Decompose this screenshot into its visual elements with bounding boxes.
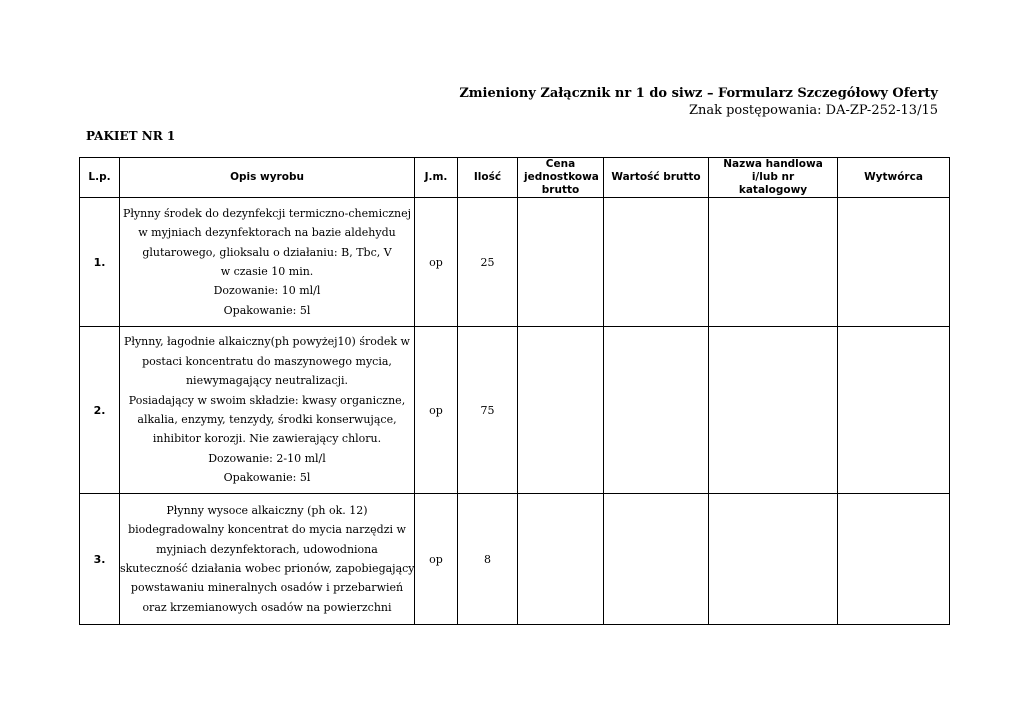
row-number: 1. xyxy=(80,198,120,327)
document-title: Zmieniony Załącznik nr 1 do siwz – Formularz Szczegółowy Oferty xyxy=(459,86,938,101)
description-line: postaci koncentratu do maszynowego mycia, xyxy=(142,354,392,368)
description-line: glutarowego, glioksalu o działaniu: B, Tbc, V xyxy=(142,245,392,259)
description-line: inhibitor korozji. Nie zawierający chloru. xyxy=(152,432,382,446)
unit-cell: op xyxy=(415,494,458,625)
unit-price-cell xyxy=(518,494,604,625)
package-label: PAKIET NR 1 xyxy=(86,129,176,143)
table-row xyxy=(80,198,950,327)
column-header-manufacturer: Wytwórca xyxy=(838,158,950,198)
product-description xyxy=(120,327,415,494)
description-line: biodegradowalny koncentrat do mycia narzędzi w xyxy=(128,523,406,537)
description-line: w myjniach dezynfektorach na bazie aldehydu xyxy=(138,226,396,240)
description-line: w czasie 10 min. xyxy=(220,265,314,278)
unit-cell: op xyxy=(415,198,458,327)
table-row xyxy=(80,327,950,494)
gross-value-cell xyxy=(604,494,709,625)
unit-price-cell xyxy=(518,327,604,494)
trade-name-cell xyxy=(709,198,838,327)
column-header-lp: L.p. xyxy=(80,158,120,198)
row-number: 2. xyxy=(80,327,120,494)
description-line: alkalia, enzymy, tenzydy, środki konserwujące, xyxy=(137,413,397,426)
description-line: myjniach dezynfektorach, udowodniona xyxy=(156,542,378,556)
quantity-cell: 75 xyxy=(458,327,518,494)
description-line: powstawaniu mineralnych osadów i przebarwień xyxy=(130,581,404,595)
description-line: Opakowanie: 5l xyxy=(223,471,311,485)
table-row xyxy=(80,494,950,625)
product-description xyxy=(120,494,415,625)
row-number: 3. xyxy=(80,494,120,625)
description-line: Płynny wysoce alkaiczny (ph ok. 12) xyxy=(166,503,368,517)
quantity-cell: 25 xyxy=(458,198,518,327)
column-header-description: Opis wyrobu xyxy=(120,158,415,198)
unit-cell: op xyxy=(415,327,458,494)
offer-table xyxy=(79,157,950,625)
gross-value-cell xyxy=(604,198,709,327)
description-line: oraz krzemianowych osadów na powierzchni xyxy=(142,600,392,614)
column-header-quantity: Ilość xyxy=(458,158,518,198)
quantity-cell: 8 xyxy=(458,494,518,625)
column-header-unit: J.m. xyxy=(415,158,458,198)
manufacturer-cell xyxy=(838,494,950,625)
gross-value-cell xyxy=(604,327,709,494)
manufacturer-cell xyxy=(838,198,950,327)
unit-price-cell xyxy=(518,198,604,327)
description-line: niewymagający neutralizacji. xyxy=(185,374,349,388)
document-header xyxy=(459,85,938,119)
table-header-row xyxy=(80,158,950,198)
column-header-gross-value: Wartość brutto xyxy=(604,158,709,198)
procedure-reference: Znak postępowania: DA-ZP-252-13/15 xyxy=(688,103,938,118)
trade-name-cell xyxy=(709,494,838,625)
description-line: Płynny, łagodnie alkaiczny(ph powyżej10) środek w xyxy=(124,335,410,349)
description-line: Posiadający w swoim składzie: kwasy organiczne, xyxy=(128,393,406,407)
description-line: Opakowanie: 5l xyxy=(223,303,311,317)
column-header-unit-price: Cena jednostkowa brutto xyxy=(518,158,604,198)
description-line: Dozowanie: 2-10 ml/l xyxy=(208,451,326,465)
column-header-trade-name: Nazwa handlowa i/lub nr katalogowy xyxy=(709,158,838,198)
description-line: Dozowanie: 10 ml/l xyxy=(213,284,321,298)
manufacturer-cell xyxy=(838,327,950,494)
product-description xyxy=(120,198,415,327)
description-line: skuteczność działania wobec prionów, zapobiegający xyxy=(120,562,415,575)
trade-name-cell xyxy=(709,327,838,494)
description-line: Płynny środek do dezynfekcji termiczno-chemicznej xyxy=(122,206,412,220)
